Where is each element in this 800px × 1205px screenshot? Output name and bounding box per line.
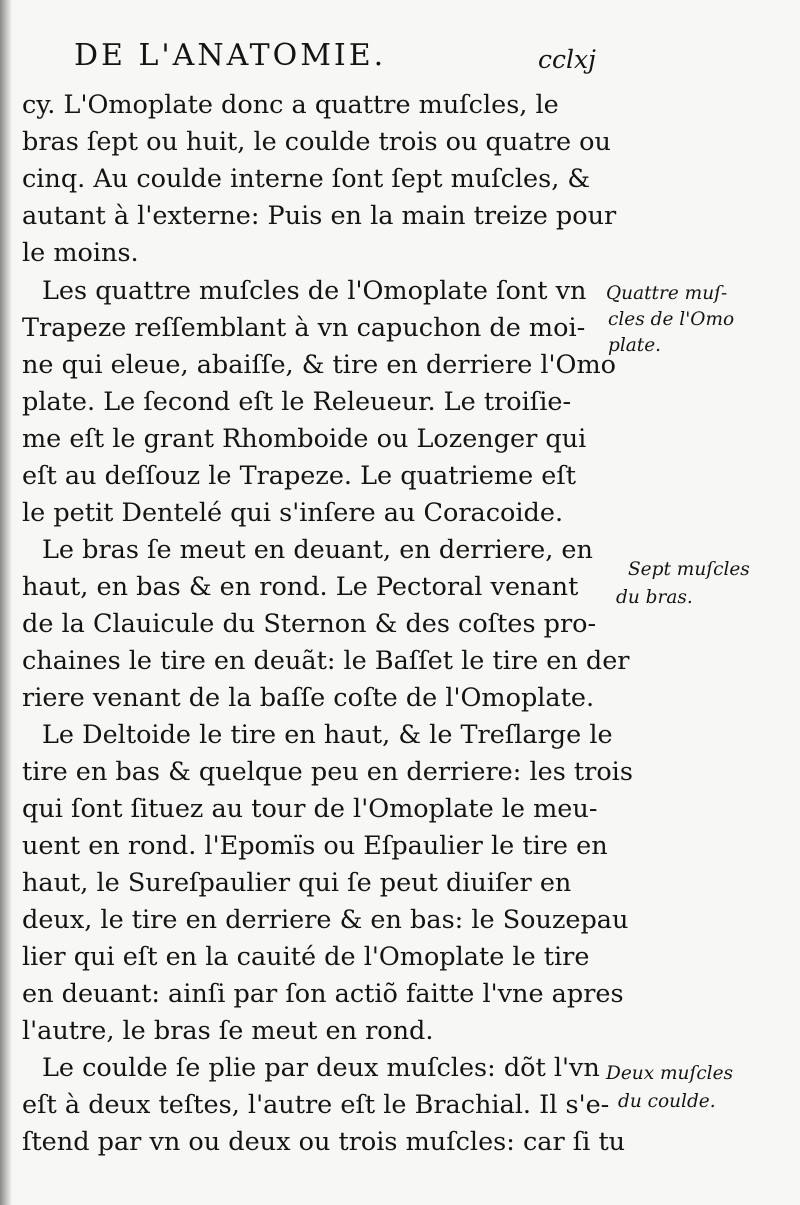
text-line: cinq. Au coulde interne ſont ſept muſcles, & [22,164,591,194]
text-line: l'autre, le bras ſe meut en rond. [22,1016,434,1046]
text-line: qui ſont ſituez au tour de l'Omoplate le meu- [22,794,598,824]
text-line: Le bras ſe meut en deuant, en derriere, en [42,535,593,565]
text-line: haut, en bas & en rond. Le Pectoral venant [22,572,579,602]
text-line: riere venant de la baſſe coſte de l'Omoplate. [22,683,595,713]
margin-note-line: Sept muſcles [628,559,750,580]
text-line: haut, le Sureſpaulier qui ſe peut diuiſer en [22,868,572,898]
margin-note-line: Quattre muſ- [606,283,728,304]
text-line: me eſt le grant Rhomboide ou Lozenger qui [22,424,587,454]
margin-note-line: du coulde. [618,1091,716,1112]
text-line: tire en bas & quelque peu en derriere: les trois [22,757,633,787]
text-line: uent en rond. l'Epomïs ou Eſpaulier le tire en [22,831,608,861]
text-line: Le Deltoide le tire en haut, & le Treſlarge le [42,720,613,750]
text-line: bras ſept ou huit, le coulde trois ou quatre ou [22,127,611,157]
text-line: le moins. [22,238,139,268]
running-head: DE L'ANATOMIE. [74,38,387,73]
margin-note-line: plate. [608,335,662,356]
text-line: plate. Le ſecond eſt le Releueur. Le troiſie- [22,387,572,417]
margin-note-line: Deux muſcles [606,1063,734,1084]
text-line: cy. L'Omoplate donc a quattre muſcles, le [22,90,559,120]
text-line: en deuant: ainſi par ſon actiõ faitte l'vne apres [22,979,624,1009]
text-line: eſt au deſſouz le Trapeze. Le quatrieme eſt [22,461,577,491]
text-line: Les quattre muſcles de l'Omoplate ſont vn [42,276,587,306]
margin-note-line: cles de l'Omo [608,309,735,330]
page-gutter-shadow [0,0,12,1205]
text-line: lier qui eſt en la cauité de l'Omoplate le tire [22,942,590,972]
text-line: de la Clauicule du Sternon & des coſtes pro- [22,609,597,639]
text-line: ſtend par vn ou deux ou trois muſcles: car ſi tu [22,1127,626,1157]
text-line: eſt à deux teſtes, l'autre eſt le Brachial. Il s'e- [22,1090,610,1120]
text-line: Trapeze reſſemblant à vn capuchon de moi- [22,313,586,343]
text-line: deux, le tire en derriere & en bas: le Souzepau [22,905,629,935]
text-line: Le coulde ſe plie par deux muſcles: dõt l'vn [42,1053,600,1083]
margin-note-line: du bras. [616,587,693,608]
text-line: chaines le tire en deuãt: le Baſſet le tire en der [22,646,630,676]
text-line: autant à l'externe: Puis en la main treize pour [22,201,617,231]
text-line: ne qui eleue, abaiſſe, & tire en derriere l'Omo [22,350,616,380]
folio-number: cclxj [538,45,596,74]
text-line: le petit Dentelé qui s'inſere au Coracoide. [22,498,564,528]
